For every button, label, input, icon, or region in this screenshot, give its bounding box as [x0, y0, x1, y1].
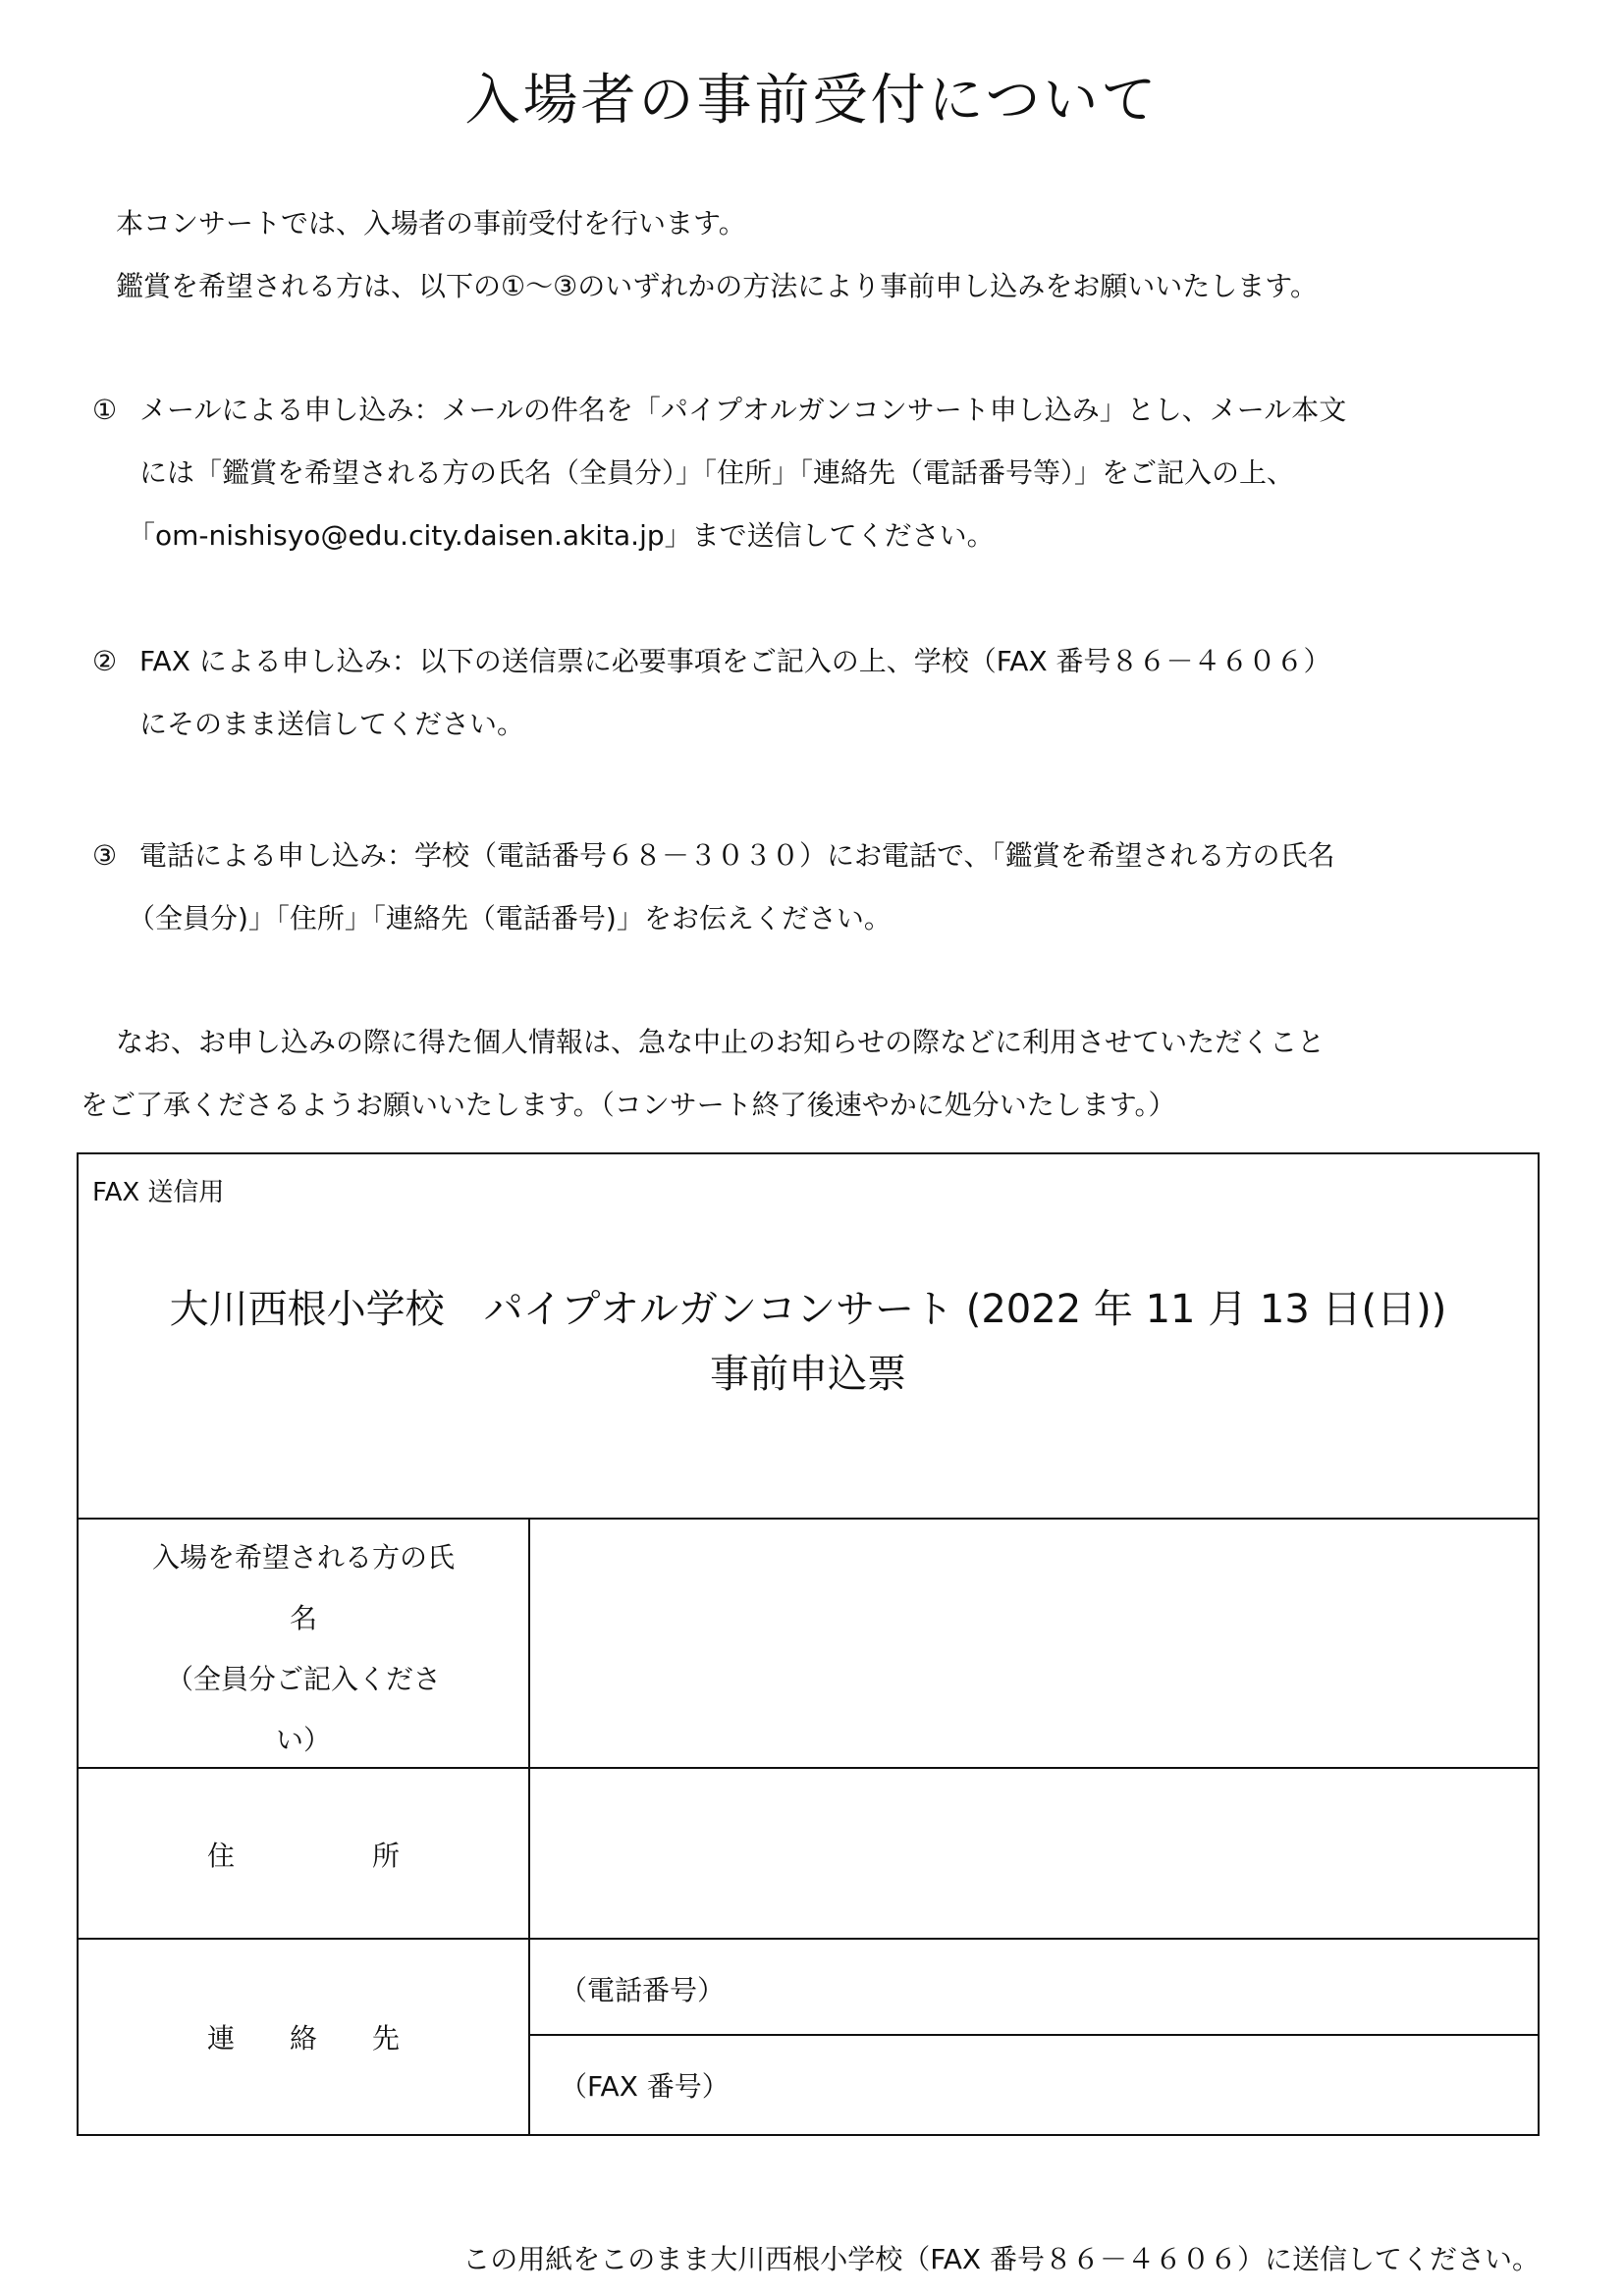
- fax-input[interactable]: [530, 2036, 1538, 2134]
- fax-form-title: 大川西根小学校 パイプオルガンコンサート (2022 年 11 月 13 日(日)): [169, 1287, 1447, 1332]
- method-3-line-1: 電話による申し込み：学校（電話番号６８－３０３０）にお電話で、「鑑賞を希望される方の氏名: [139, 839, 1335, 872]
- fax-field-label: （FAX 番号）: [560, 2070, 730, 2103]
- method-1-number: ①: [92, 394, 118, 426]
- method-3-line-2: （全員分)」「住所」「連絡先（電話番号)」をお伝えください。: [128, 902, 892, 934]
- contact-label: 連 絡 先: [206, 2022, 400, 2055]
- method-2-number: ②: [92, 645, 118, 677]
- phone-field-label: （電話番号）: [560, 1974, 726, 2006]
- fax-form-label: FAX 送信用: [92, 1178, 225, 1207]
- fax-form: [77, 1152, 1540, 2136]
- page-title: 入場者の事前受付について: [464, 69, 1160, 133]
- intro-line-1: 本コンサートでは、入場者の事前受付を行います。: [116, 207, 746, 240]
- method-1: [92, 379, 1346, 442]
- method-1-line-1: メールによる申し込み：メールの件名を「パイプオルガンコンサート申し込み」とし、メール本文: [139, 394, 1347, 426]
- fax-form-subtitle: 事前申込票: [710, 1352, 906, 1397]
- address-input[interactable]: [530, 1769, 1538, 1938]
- method-2: [92, 630, 1331, 693]
- name-label-line-2: 名: [289, 1602, 317, 1634]
- method-1-line-3: 「om-nishisyo@edu.city.daisen.akita.jp」まで送信してください。: [128, 519, 995, 552]
- method-2-line-1: FAX による申し込み：以下の送信票に必要事項をご記入の上、学校（FAX 番号８６－４６０６）: [139, 645, 1331, 677]
- intro-line-2: 鑑賞を希望される方は、以下の①～③のいずれかの方法により事前申し込みをお願いいたします。: [116, 270, 1318, 302]
- address-label: 住 所: [206, 1840, 400, 1872]
- phone-input[interactable]: [530, 1940, 1538, 2034]
- note-line-1: なお、お申し込みの際に得た個人情報は、急な中止のお知らせの際などに利用させていただくこと: [116, 1026, 1326, 1058]
- footer-instruction: この用紙をこのまま大川西根小学校（FAX 番号８６－４６０６）に送信してください。: [462, 2243, 1540, 2275]
- name-label-line-3: （全員分ご記入くださ: [165, 1663, 441, 1695]
- method-3-number: ③: [92, 839, 118, 872]
- method-3: [92, 825, 1334, 887]
- method-1-line-2: には「鑑賞を希望される方の氏名（全員分）」「住所」「連絡先（電話番号等）」をご記入の上、: [139, 456, 1295, 489]
- method-2-line-2: にそのまま送信してください。: [139, 708, 525, 740]
- name-label-line-1: 入場を希望される方の氏: [151, 1541, 455, 1574]
- name-label: [79, 1527, 528, 1771]
- name-label-line-4: い）: [275, 1724, 331, 1756]
- note-line-2: をご了承くださるようお願いいたします。（コンサート終了後速やかに処分いたします。）: [81, 1089, 1176, 1121]
- name-input[interactable]: [530, 1520, 1538, 1767]
